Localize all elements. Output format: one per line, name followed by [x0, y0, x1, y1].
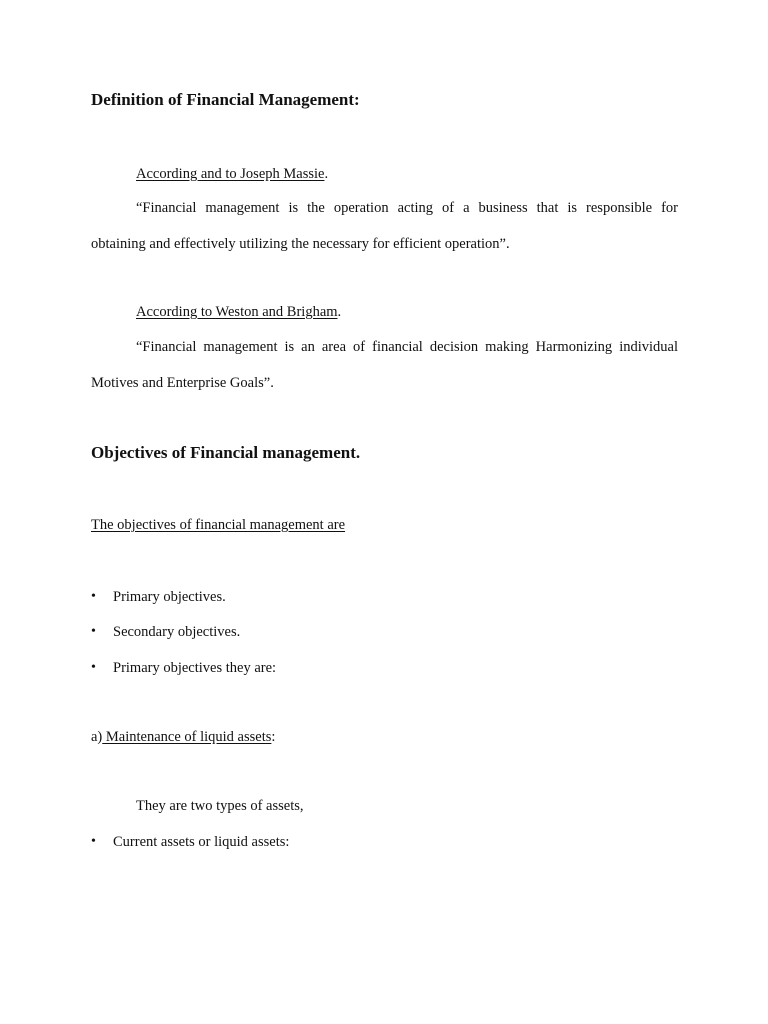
- subsection-a: [91, 729, 275, 746]
- weston-attribution-text: According to Weston and Brigham: [136, 304, 338, 320]
- weston-quote-line-1: “Financial management is an area of financial decision making Harmonizing individual: [136, 339, 678, 355]
- massie-quote-line-2: obtaining and effectively utilizing the necessary for efficient operation”.: [91, 236, 510, 252]
- list-item-current-assets: Current assets or liquid assets:: [113, 834, 290, 850]
- weston-quote-line-2: Motives and Enterprise Goals”.: [91, 375, 274, 391]
- subsection-a-prefix: a): [91, 729, 103, 745]
- list-item-primary: Primary objectives.: [113, 589, 226, 605]
- bullet-icon: •: [91, 589, 96, 604]
- massie-quote-line-1: “Financial management is the operation acting of a business that is responsible for: [136, 200, 678, 216]
- bullet-icon: •: [91, 834, 96, 849]
- weston-attribution: [136, 304, 341, 321]
- massie-attribution-text: According and to Joseph Massie: [136, 166, 325, 182]
- list-item-secondary: Secondary objectives.: [113, 624, 241, 640]
- section-heading-objectives: Objectives of Financial management.: [91, 443, 361, 462]
- massie-attribution: [136, 166, 328, 183]
- list-item-primary-are: Primary objectives they are:: [113, 660, 277, 676]
- assets-intro: They are two types of assets,: [136, 798, 304, 814]
- subsection-a-colon: :: [271, 729, 276, 745]
- bullet-icon: •: [91, 660, 96, 675]
- subsection-a-label: Maintenance of liquid assets: [102, 729, 272, 745]
- massie-attribution-period: .: [324, 166, 329, 182]
- objectives-intro: The objectives of financial management are: [91, 517, 346, 533]
- weston-attribution-period: .: [337, 304, 342, 320]
- section-heading-definition: Definition of Financial Management:: [91, 90, 360, 109]
- bullet-icon: •: [91, 624, 96, 639]
